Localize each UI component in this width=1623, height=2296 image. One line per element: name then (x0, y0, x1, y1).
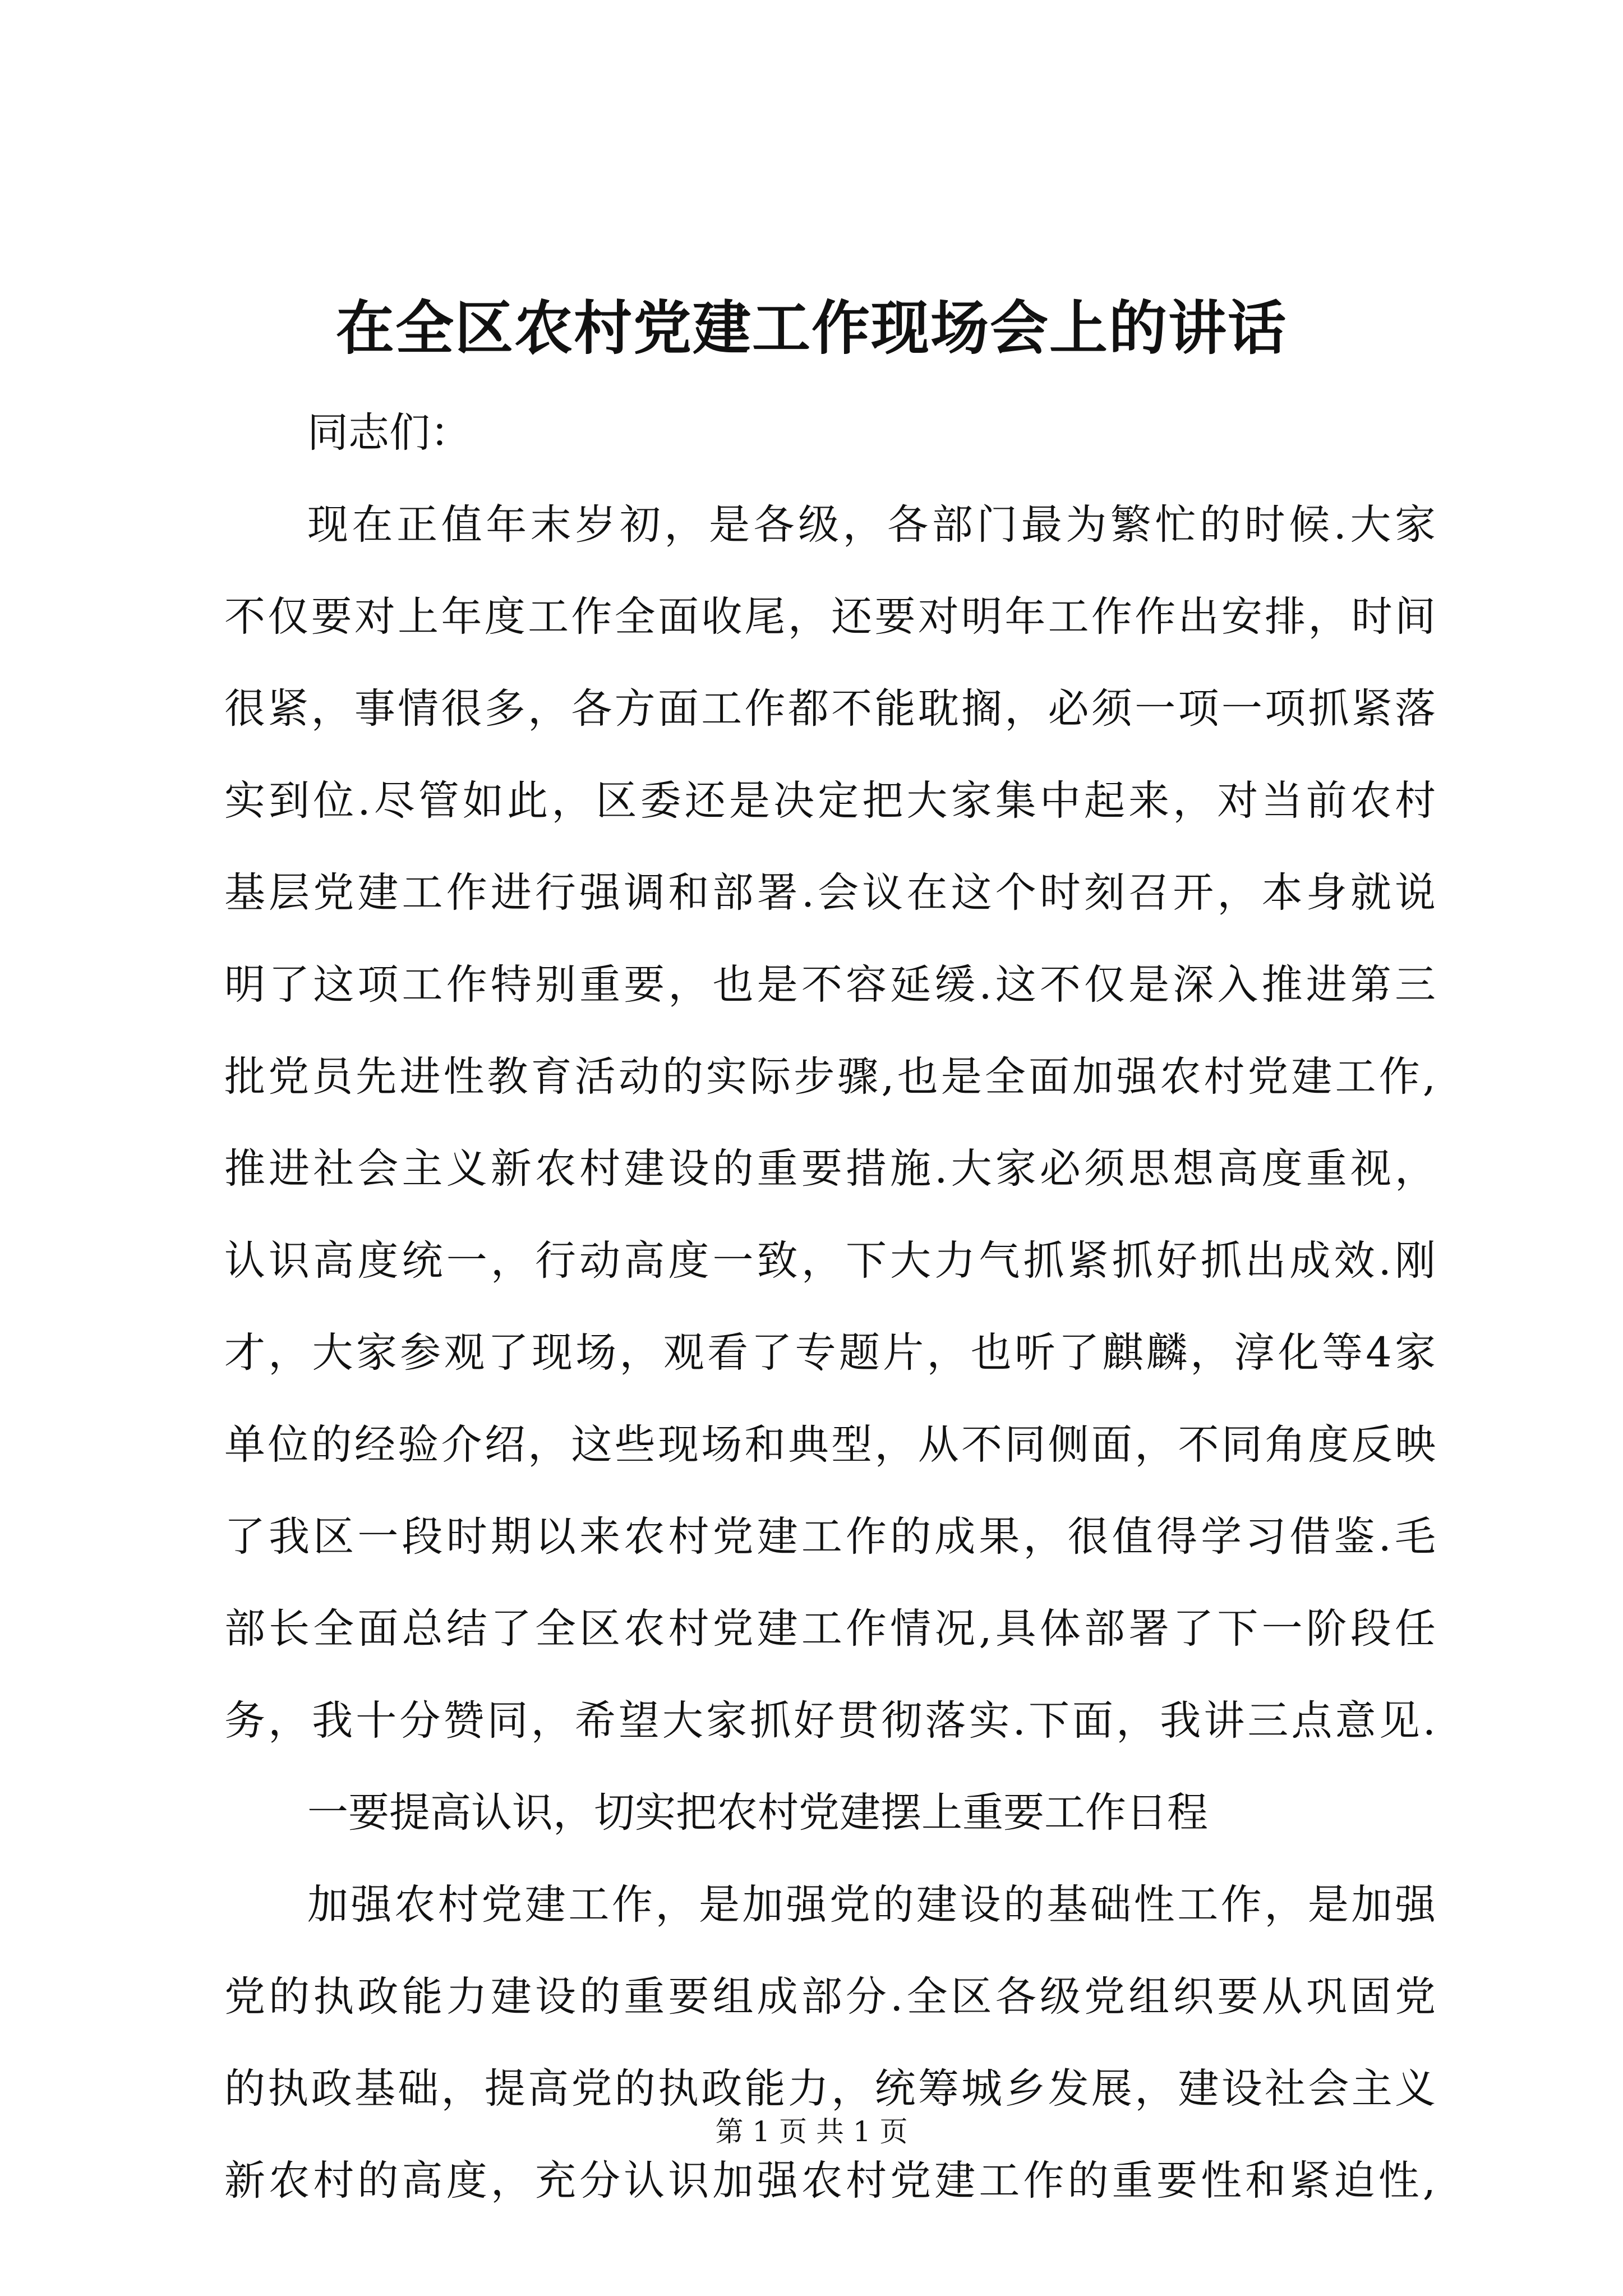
paragraph-line: 务，我十分赞同，希望大家抓好贯彻落实.下面，我讲三点意见. (224, 1697, 1436, 1745)
paragraph-line: 新农村的高度，充分认识加强农村党建工作的重要性和紧迫性, (224, 2157, 1436, 2205)
paragraph-line: 现在正值年末岁初，是各级，各部门最为繁忙的时候.大家 (307, 501, 1436, 549)
paragraph-line: 推进社会主义新农村建设的重要措施.大家必须思想高度重视， (224, 1145, 1436, 1193)
paragraph-line: 才，大家参观了现场，观看了专题片，也听了麒麟，淳化等4家 (224, 1329, 1436, 1377)
paragraph-line: 基层党建工作进行强调和部署.会议在这个时刻召开，本身就说 (224, 869, 1436, 917)
paragraph-line: 认识高度统一，行动高度一致，下大力气抓紧抓好抓出成效.刚 (224, 1237, 1436, 1285)
paragraph-line: 单位的经验介绍，这些现场和典型，从不同侧面，不同角度反映 (224, 1421, 1436, 1469)
paragraph-line: 实到位.尽管如此，区委还是决定把大家集中起来，对当前农村 (224, 777, 1436, 825)
paragraph-line: 明了这项工作特别重要，也是不容延缓.这不仅是深入推进第三 (224, 961, 1436, 1009)
paragraph-line: 部长全面总结了全区农村党建工作情况,具体部署了下一阶段任 (224, 1605, 1436, 1653)
salutation: 同志们： (307, 409, 471, 457)
paragraph-line: 的执政基础，提高党的执政能力，统筹城乡发展，建设社会主义 (224, 2065, 1436, 2113)
document-title: 在全区农村党建工作现场会上的讲话 (335, 293, 1287, 362)
paragraph-line: 了我区一段时期以来农村党建工作的成果，很值得学习借鉴.毛 (224, 1513, 1436, 1561)
paragraph-line: 党的执政能力建设的重要组成部分.全区各级党组织要从巩固党 (224, 1973, 1436, 2021)
paragraph-line: 很紧，事情很多，各方面工作都不能耽搁，必须一项一项抓紧落 (224, 685, 1436, 733)
section-heading: 一要提高认识，切实把农村党建摆上重要工作日程 (307, 1789, 1208, 1837)
document-body (224, 387, 1436, 2227)
paragraph-line: 加强农村党建工作，是加强党的建设的基础性工作，是加强 (307, 1881, 1436, 1929)
paragraph-line: 不仅要对上年度工作全面收尾，还要对明年工作作出安排，时间 (224, 593, 1436, 641)
paragraph-line: 批党员先进性教育活动的实际步骤,也是全面加强农村党建工作, (224, 1053, 1436, 1101)
page-number-footer: 第 1 页 共 1 页 (715, 2115, 908, 2148)
